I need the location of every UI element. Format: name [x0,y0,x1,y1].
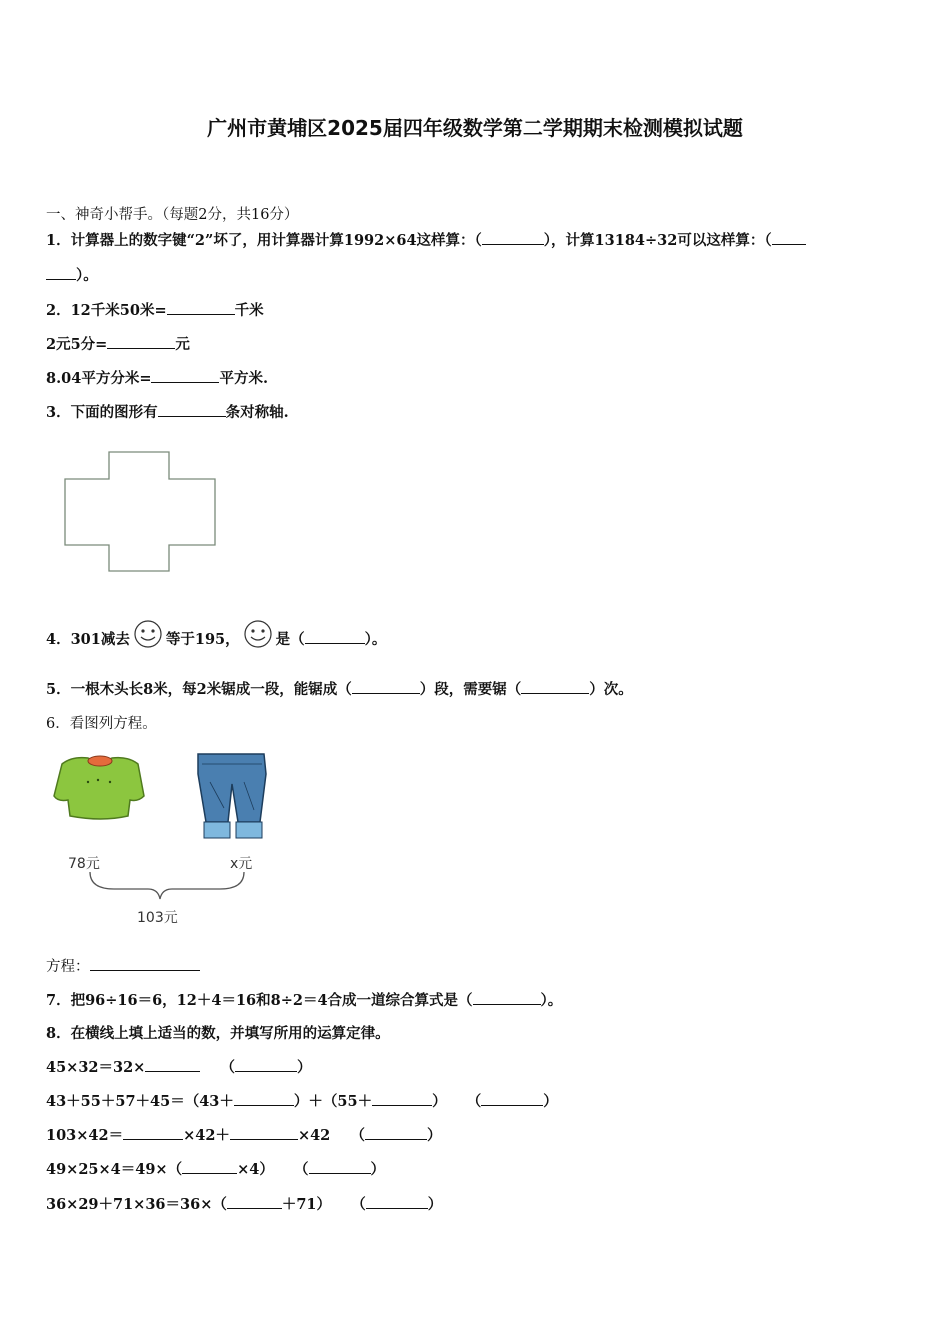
q2-blank-2[interactable] [107,334,175,349]
q8-row-2 [46,1090,558,1111]
q1-blank-2a[interactable] [772,230,806,245]
q8-r2-text: 43＋55＋57＋45＝（43＋ [46,1093,234,1110]
q8-r2-paren-open: （ [466,1093,482,1110]
question-2-line2 [46,333,190,354]
q5-text-a: 5．一根木头长8米，每2米锯成一段，能锯成（ [46,681,352,698]
question-1-line1 [46,229,806,250]
q7-blank[interactable] [473,990,541,1005]
q8-r2-law-blank[interactable] [481,1091,543,1106]
label-right: x元 [230,856,253,872]
shirt-image [54,756,144,819]
q8-r4-law-blank[interactable] [309,1159,371,1174]
q4-text-b: 等于195， [165,631,240,648]
q8-r5-law-blank[interactable] [366,1194,428,1209]
q2-unit: 千米 [234,302,264,319]
question-7 [46,989,562,1010]
q3-text-a: 3．下面的图形有 [46,404,158,421]
question-3 [46,401,289,422]
q5-blank-1[interactable] [352,679,420,694]
q7-text-a: 7．把96÷16＝6，12＋4＝16和8÷2＝4合成一道综合算式是（ [46,992,473,1009]
q8-r2-text-b: ）＋（55＋ [293,1093,373,1110]
q8-r4-paren-close: ） [370,1161,386,1178]
question-6: 6．看图列方程。 [46,716,157,732]
smiley-face-icon [132,620,164,648]
q5-text-b: ）段，需要锯（ [419,681,522,698]
q4-text-c: 是（ [275,631,305,648]
q8-r3-text-b: ×42＋ [183,1127,230,1144]
equation-line [46,955,200,976]
q8-r4-text: 49×25×4＝49×（ [46,1161,183,1178]
equation-label: 方程： [46,959,90,975]
smiley-face-icon [242,620,274,648]
q1-text-b: ），计算13184÷32可以这样算：（ [543,232,772,249]
q8-r3-text-c: ×42 [297,1127,331,1144]
label-total: 103元 [137,910,178,926]
q8-r3-paren-open: （ [350,1127,365,1144]
label-left: 78元 [68,856,100,872]
q8-r1-paren-close: ） [297,1059,312,1076]
question-1-line2 [46,264,98,285]
q2-text-3: 8.04平方分米= [46,370,152,387]
question-8: 8．在横线上填上适当的数，并填写所用的运算定律。 [46,1025,390,1042]
question-2-line3 [46,367,268,388]
q8-r5-text: 36×29＋71×36＝36×（ [46,1196,227,1213]
q8-r1-blank[interactable] [145,1057,200,1072]
q8-r3-blank-2[interactable] [230,1125,298,1140]
q8-r1-paren-open: （ [220,1059,236,1076]
q8-r3-blank-1[interactable] [123,1125,183,1140]
q3-text-b: 条对称轴. [225,404,289,421]
q8-r2-text-c: ） [432,1093,447,1110]
q8-row-1 [46,1056,312,1077]
q8-r4-blank[interactable] [182,1159,237,1174]
q1-blank-2b[interactable] [46,265,76,280]
q2-unit-2: 元 [175,336,190,353]
q4-text-a: 4．301减去 [46,631,130,648]
q8-r3-paren-close: ） [426,1127,442,1144]
section-heading: 一、神奇小帮手。（每题2分，共16分） [46,207,299,223]
q8-r3-text: 103×42＝ [46,1127,124,1144]
q8-r5-paren-open: （ [351,1196,366,1213]
q3-blank[interactable] [158,402,226,417]
q8-row-5 [46,1193,442,1214]
q8-row-3 [46,1124,441,1145]
q2-text: 2．12千米50米= [46,302,167,319]
question-5 [46,678,633,699]
q8-r2-paren-close: ） [543,1093,558,1110]
clothes-price-figure [52,752,272,932]
q1-blank-1[interactable] [482,230,544,245]
q1-text-c: ）。 [76,267,98,284]
q2-blank-3[interactable] [151,368,219,383]
q8-r5-paren-close: ） [427,1196,443,1213]
q8-r5-blank[interactable] [227,1194,282,1209]
pants-image [198,754,266,838]
equation-blank[interactable] [90,956,200,971]
q8-r1-law-blank[interactable] [235,1057,297,1072]
q5-text-c: ）次。 [589,681,633,698]
question-4 [46,620,386,649]
q1-text-a: 1．计算器上的数字键“2”坏了，用计算器计算1992×64这样算：（ [46,232,482,249]
q8-r1-text: 45×32＝32× [46,1059,146,1076]
q7-text-b: ）。 [540,992,563,1009]
q8-r3-law-blank[interactable] [365,1125,427,1140]
page-title: 广州市黄埔区2025届四年级数学第二学期期末检测模拟试题 [207,116,743,140]
q2-blank-1[interactable] [167,300,235,315]
cross-shape-figure [63,450,217,574]
q8-r2-blank-2[interactable] [372,1091,432,1106]
q8-r4-text-b: ×4） [237,1161,274,1178]
q8-row-4 [46,1158,385,1179]
q8-r4-paren-open: （ [294,1161,309,1178]
q4-blank[interactable] [305,629,365,644]
q4-text-d: ）。 [364,631,387,648]
question-2-line1 [46,299,264,320]
q2-text-2: 2元5分= [46,336,108,353]
q2-unit-3: 平方米. [219,370,269,387]
q8-r5-text-b: ＋71） [281,1196,332,1213]
curly-brace [90,872,244,899]
q8-r2-blank-1[interactable] [234,1091,294,1106]
q5-blank-2[interactable] [521,679,589,694]
